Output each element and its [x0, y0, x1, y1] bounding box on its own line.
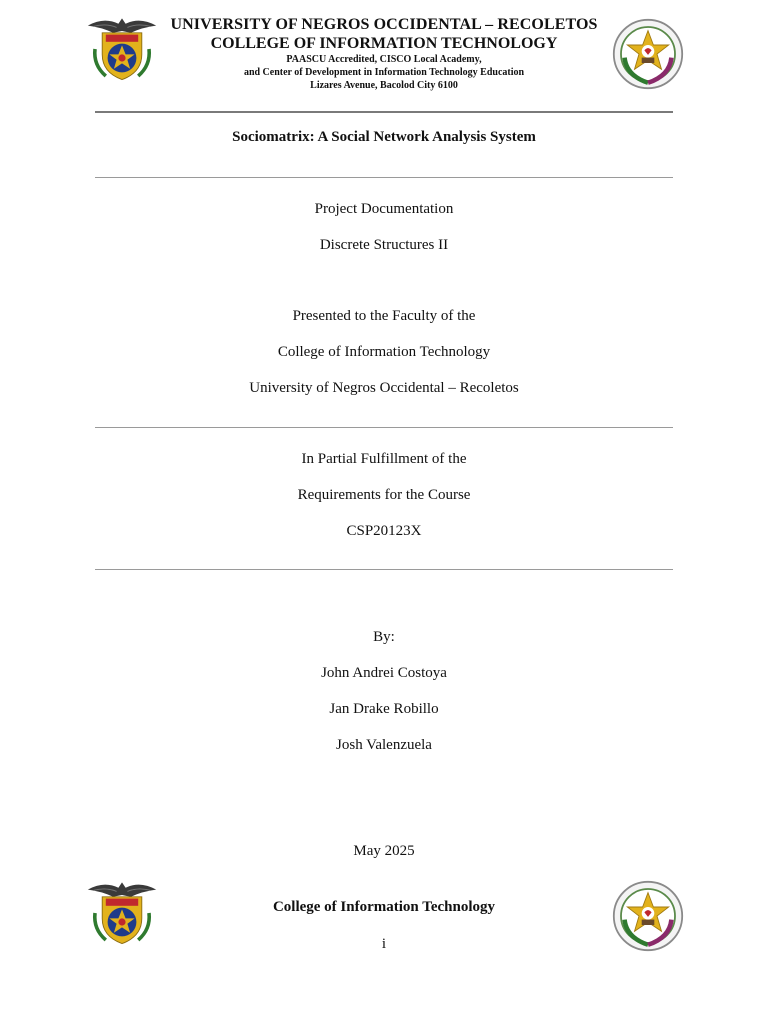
author-name: Jan Drake Robillo	[329, 701, 439, 717]
fulfillment-line-2: Requirements for the Course	[297, 487, 471, 503]
divider	[95, 427, 673, 428]
accreditation-line-1: PAASCU Accredited, CISCO Local Academy,	[286, 54, 482, 65]
document-type: Project Documentation	[314, 201, 454, 217]
presented-line-3: University of Negros Occidental – Recoletos	[249, 380, 519, 396]
author-name: John Andrei Costoya	[321, 665, 447, 681]
address: Lizares Avenue, Bacolod City 6100	[310, 80, 458, 91]
footer-college-name: College of Information Technology	[272, 899, 496, 915]
header-divider	[95, 111, 673, 113]
author-name: Josh Valenzuela	[336, 737, 432, 753]
document-date: May 2025	[353, 843, 415, 859]
university-name: UNIVERSITY OF NEGROS OCCIDENTAL – RECOLETOS	[170, 16, 598, 33]
college-name: COLLEGE OF INFORMATION TECHNOLOGY	[210, 35, 558, 52]
page-number: i	[381, 936, 387, 952]
by-label: By:	[373, 629, 395, 645]
divider	[95, 569, 673, 570]
divider	[95, 177, 673, 178]
fulfillment-line-1: In Partial Fulfillment of the	[301, 451, 467, 467]
course-code: CSP20123X	[346, 523, 422, 539]
subject-name: Discrete Structures II	[319, 237, 449, 253]
presented-line-2: College of Information Technology	[277, 344, 491, 360]
accreditation-line-2: and Center of Development in Information Technology Education	[243, 67, 525, 78]
presented-line-1: Presented to the Faculty of the	[292, 308, 476, 324]
document-title: Sociomatrix: A Social Network Analysis System	[232, 129, 536, 145]
